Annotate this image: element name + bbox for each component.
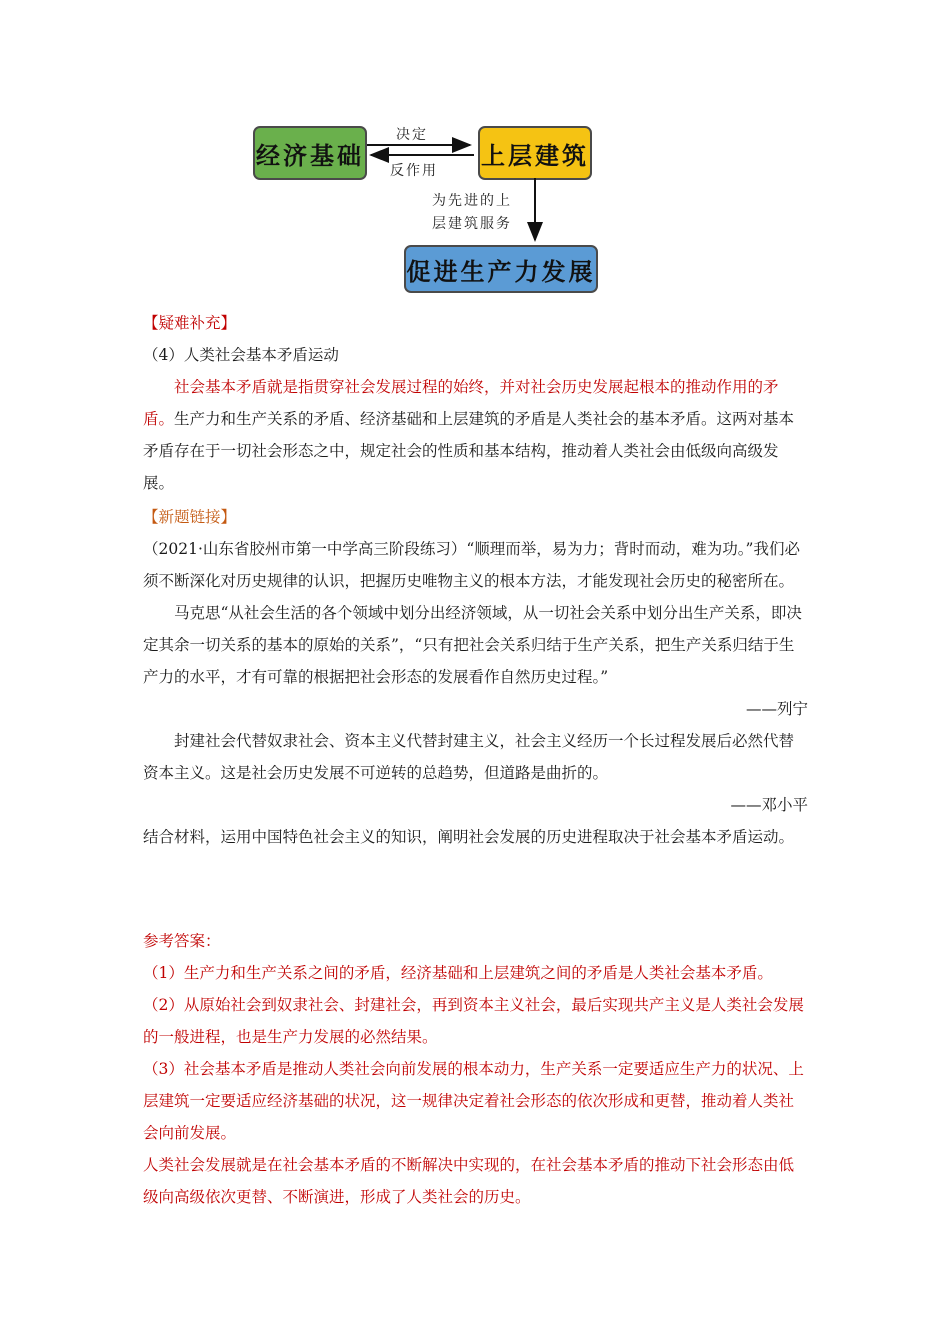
supplement-item: （4）人类社会基本矛盾运动 — [143, 346, 339, 364]
answer-summary: 人类社会发展就是在社会基本矛盾的不断解决中实现的，在社会基本矛盾的推动下社会形态由低级向高级依次更替、不断演进，形成了人类社会的历史。 — [143, 1156, 795, 1206]
answer-point-2: （2）从原始社会到奴隶社会、封建社会，再到资本主义社会，最后实现共产主义是人类社会发展的一般进程，也是生产力发展的必然结果。 — [143, 996, 804, 1046]
serve-label-line2: 层建筑服务 — [432, 216, 512, 232]
quote-lenin: 马克思“从社会生活的各个领域中划分出经济领域，从一切社会关系中划分出生产关系，即决定其余一切关系的基本的原始的关系”，“只有把社会关系归结于生产关系，把生产关系归结于生产力的水平，才有可靠的根据把社会形态的发展看作自然历史过程。” — [143, 604, 802, 686]
answer-point-3: （3）社会基本矛盾是推动人类社会向前发展的根本动力，生产关系一定要适应生产力的状况、上层建筑一定要适应经济基础的状况，这一规律决定着社会形态的依次形成和更替，推动着人类社会向前发展。 — [143, 1060, 804, 1142]
supplement-heading: 【疑难补充】 — [143, 314, 237, 332]
answer-point-1: （1）生产力和生产关系之间的矛盾，经济基础和上层建筑之间的矛盾是人类社会基本矛盾。 — [143, 964, 773, 982]
supplement-section — [143, 307, 808, 499]
attribution-lenin: ——列宁 — [745, 700, 808, 718]
question-heading: 【新题链接】 — [143, 508, 237, 526]
supplement-rest-text: 生产力和生产关系的矛盾、经济基础和上层建筑的矛盾是人类社会的基本矛盾。这两对基本矛盾存在于一切社会形态之中，规定社会的性质和基本结构，推动着人类社会由低级向高级发展。 — [143, 410, 795, 492]
reaction-label: 反作用 — [390, 163, 438, 179]
question-section — [143, 501, 808, 853]
determine-label: 决定 — [396, 127, 428, 143]
superstructure-box: 上层建筑 — [478, 126, 592, 180]
answer-label: 参考答案： — [143, 932, 221, 950]
supplement-paragraph — [143, 371, 808, 499]
serve-label-line1: 为先进的上 — [432, 193, 512, 209]
productivity-box: 促进生产力发展 — [404, 245, 598, 293]
supplement-red-text: 社会基本矛盾就是指贯穿社会发展过程的始终，并对社会历史发展起根本的推动作用的矛盾。 — [143, 378, 779, 428]
answer-section — [143, 925, 808, 1213]
quote-deng: 封建社会代替奴隶社会、资本主义代替封建主义，社会主义经历一个长过程发展后必然代替资本主义。这是社会历史发展不可逆转的总趋势，但道路是曲折的。 — [143, 732, 795, 782]
diagram-arrows — [0, 0, 950, 300]
question-intro: （2021·山东省胶州市第一中学高三阶段练习）“顺理而举，易为力；背时而动，难为功。”我们必须不断深化对历史规律的认识，把握历史唯物主义的根本方法，才能发现社会历史的秘密所在。 — [143, 540, 800, 590]
attribution-deng: ——邓小平 — [730, 796, 808, 814]
question-task: 结合材料，运用中国特色社会主义的知识，阐明社会发展的历史进程取决于社会基本矛盾运动。 — [143, 828, 795, 846]
economic-base-box: 经济基础 — [253, 126, 367, 180]
